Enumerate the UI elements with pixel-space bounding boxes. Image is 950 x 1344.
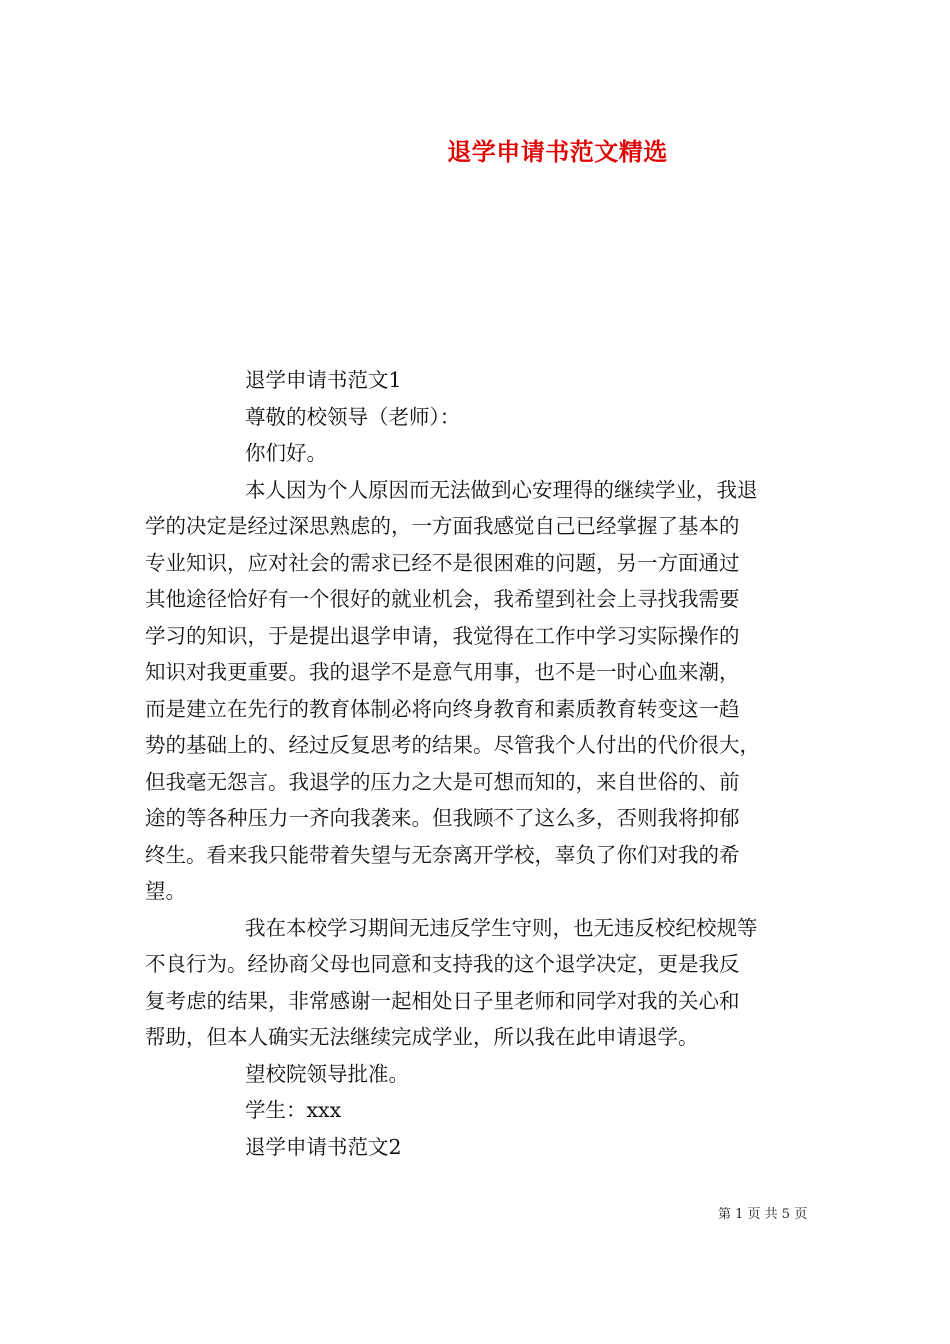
greeting: 你们好。 [245, 441, 327, 465]
paragraph-line: 其他途径恰好有一个很好的就业机会，我希望到社会上寻找我需要 [145, 587, 740, 611]
paragraph-line: 但我毫无怨言。我退学的压力之大是可想而知的，来自世俗的、前 [145, 769, 740, 794]
paragraph-line: 学习的知识，于是提出退学申请，我觉得在工作中学习实际操作的 [145, 623, 740, 648]
paragraph-line: 我在本校学习期间无违反学生守则，也无违反校纪校规等 [245, 915, 758, 940]
document-title: 退学申请书范文精选 [447, 137, 668, 166]
paragraph-line: 途的等各种压力一齐向我袭来。但我顾不了这么多，否则我将抑郁 [145, 806, 740, 830]
section-heading: 退学申请书范文1 [245, 368, 402, 392]
salutation: 尊敬的校领导（老师）： [245, 404, 461, 429]
paragraph-line: 专业知识，应对社会的需求已经不是很困难的问题，另一方面通过 [145, 550, 740, 575]
section-heading: 退学申请书范文2 [245, 1134, 402, 1159]
paragraph-line: 而是建立在先行的教育体制必将向终身教育和素质教育转变这一趋 [145, 696, 740, 721]
paragraph-line: 势的基础上的、经过反复思考的结果。尽管我个人付出的代价很大， [145, 733, 760, 757]
paragraph-line: 本人因为个人原因而无法做到心安理得的继续学业，我退 [245, 477, 758, 502]
paragraph-line: 望。 [145, 879, 186, 903]
closing-line: 望校院领导批准。 [245, 1061, 409, 1086]
paragraph-line: 知识对我更重要。我的退学不是意气用事，也不是一时心血来潮， [145, 660, 740, 684]
document-body [145, 362, 805, 1165]
paragraph-line: 学的决定是经过深思熟虑的，一方面我感觉自己已经掌握了基本的 [145, 514, 740, 538]
paragraph-line: 终生。看来我只能带着失望与无奈离开学校，辜负了你们对我的希 [145, 842, 740, 867]
paragraph-line: 复考虑的结果，非常感谢一起相处日子里老师和同学对我的关心和 [145, 988, 740, 1013]
signature-line: 学生：xxx [245, 1098, 342, 1122]
page-number-footer: 第 1 页 共 5 页 [718, 1207, 808, 1222]
paragraph-line: 帮助，但本人确实无法继续完成学业，所以我在此申请退学。 [145, 1025, 699, 1049]
paragraph-line: 不良行为。经协商父母也同意和支持我的这个退学决定，更是我反 [145, 952, 740, 976]
